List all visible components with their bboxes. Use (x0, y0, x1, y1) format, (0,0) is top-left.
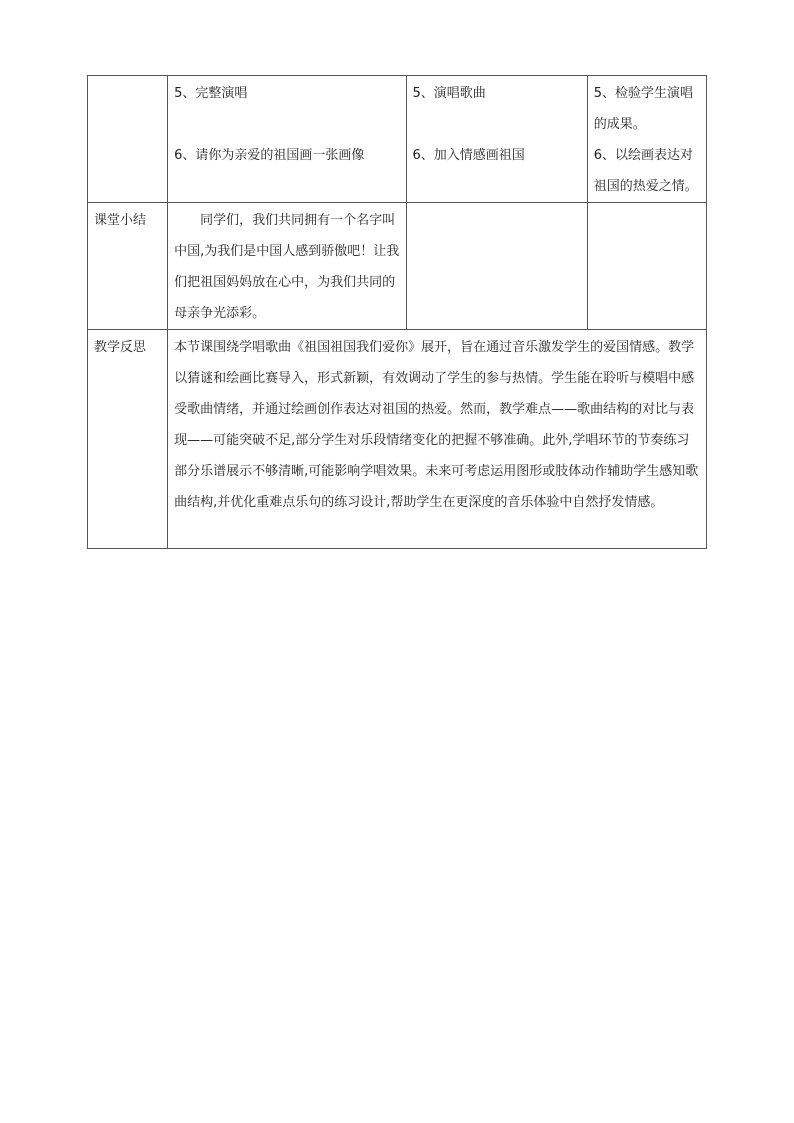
student-activity-cell (406, 76, 587, 203)
table-row (88, 203, 707, 330)
summary-text: 同学们，我们共同拥有一个名字叫中国,为我们是中国人感到骄傲吧！让我们把祖国妈妈放在心中，为我们共同的母亲争光添彩。 (168, 203, 406, 330)
teacher-step-6: 6、请你为亲爱的祖国画一张画像 (174, 148, 365, 163)
teacher-step-5: 5、完整演唱 (174, 86, 248, 101)
student-step-6: 6、加入情感画祖国 (412, 148, 525, 163)
table-row (88, 76, 707, 203)
lesson-plan-table (87, 75, 707, 549)
summary-label: 课堂小结 (88, 203, 168, 330)
teacher-activity-cell (168, 76, 406, 203)
design-intent-cell (587, 76, 706, 203)
summary-student-cell (406, 203, 587, 330)
student-step-5: 5、演唱歌曲 (412, 86, 486, 101)
intent-step-5: 5、检验学生演唱的成果。 (593, 86, 694, 132)
summary-intent-cell (587, 203, 706, 330)
table-row (88, 330, 707, 549)
intent-step-6: 6、以绘画表达对祖国的热爱之情。 (593, 148, 698, 194)
reflection-text: 本节课围绕学唱歌曲《祖国祖国我们爱你》展开，旨在通过音乐激发学生的爱国情感。教学以猜谜和绘画比赛导入，形式新颖，有效调动了学生的参与热情。学生能在聆听与模唱中感受歌曲情绪，并通过绘画创作表达对祖国的热爱。然而，教学难点——歌曲结构的对比与表现——可能突破不足,部分学生对乐段情绪变化的把握不够准确。此外,学唱环节的节奏练习部分乐谱展示不够清晰,可能影响学唱效果。未来可考虑运用图形或肢体动作辅助学生感知歌曲结构,并优化重难点乐句的练习设计,帮助学生在更深度的音乐体验中自然抒发情感。 (168, 330, 707, 549)
reflection-label: 教学反思 (88, 330, 168, 549)
row-label-cell (88, 76, 168, 203)
